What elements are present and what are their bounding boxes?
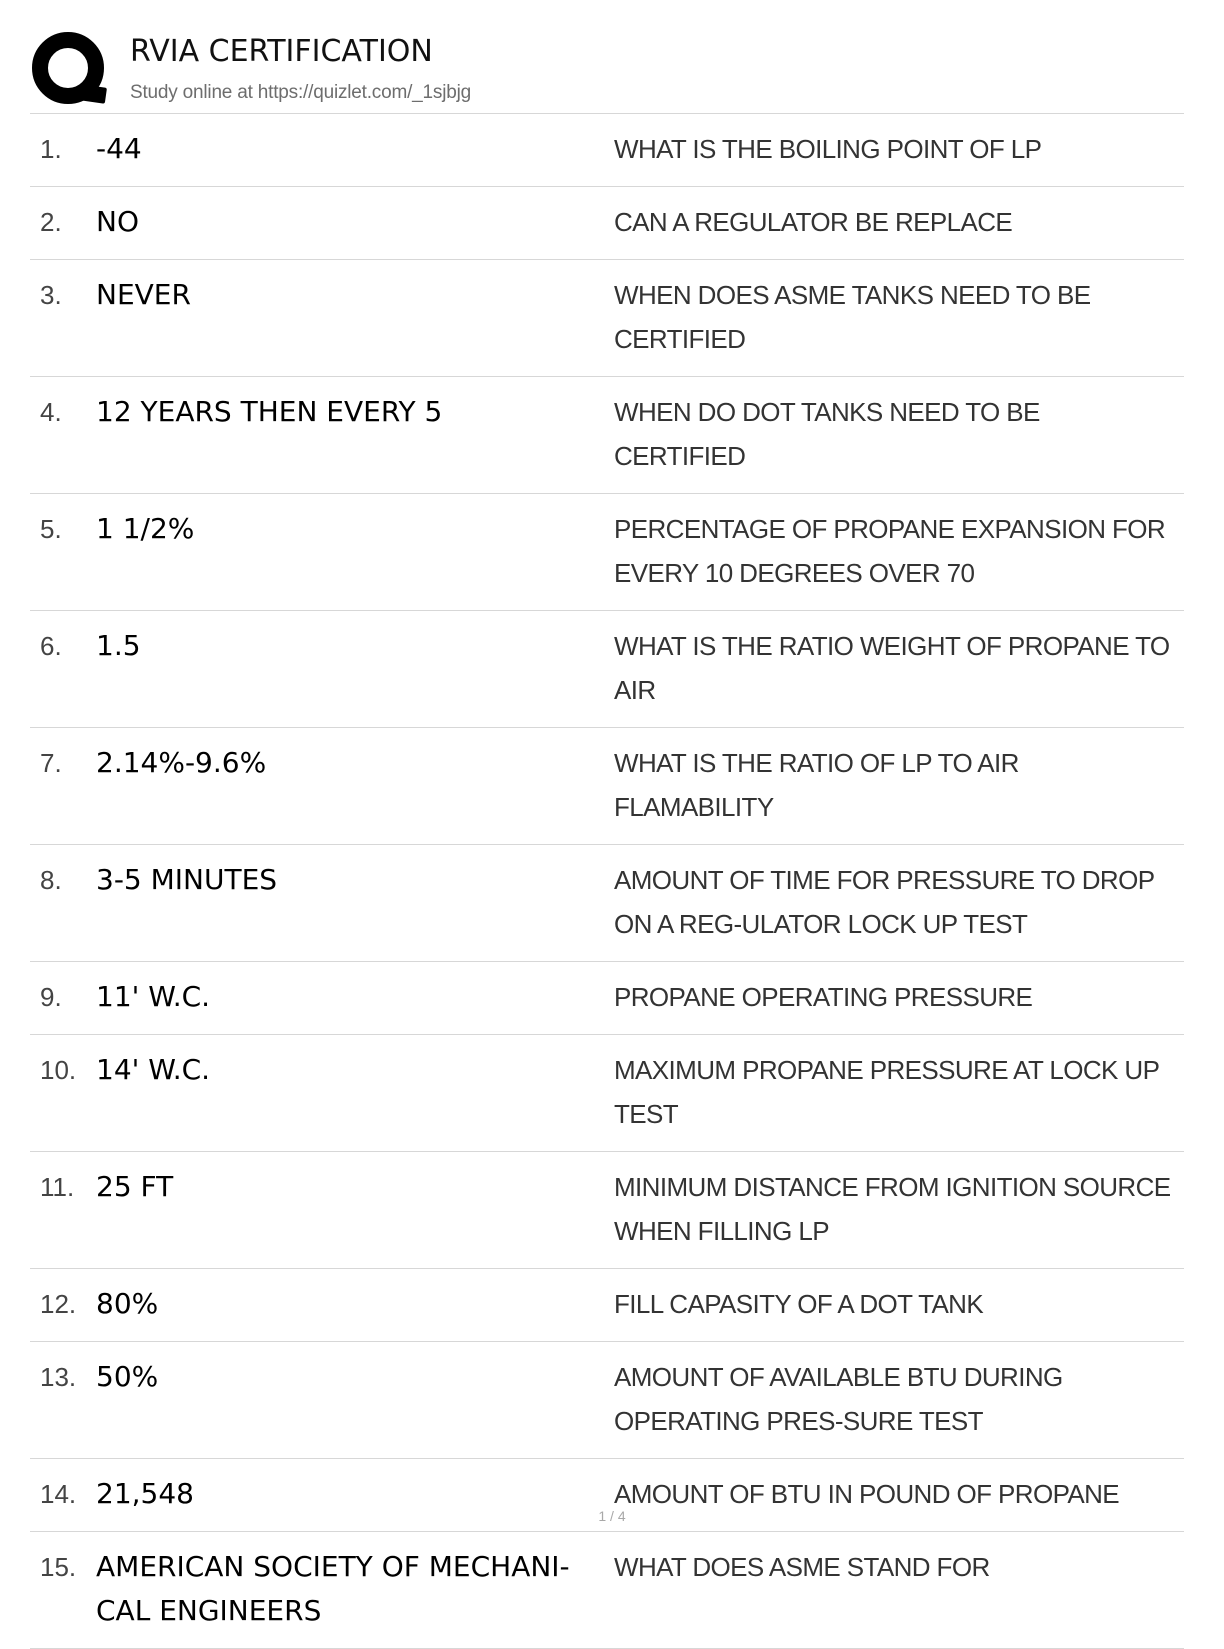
flashcard-row: [30, 1152, 1184, 1269]
card-definition: AMOUNT OF TIME FOR PRESSURE TO DROP ON A REG-ULATOR LOCK UP TEST: [614, 865, 1155, 939]
quizlet-logo-icon: [30, 30, 110, 110]
card-definition: MAXIMUM PROPANE PRESSURE AT LOCK UP TEST: [614, 1055, 1159, 1129]
card-term: NO: [96, 205, 139, 238]
card-number: 5.: [40, 514, 62, 544]
card-term: 3-5 MINUTES: [96, 863, 278, 896]
card-term: 14' W.C.: [96, 1053, 211, 1086]
card-number: 13.: [40, 1362, 77, 1392]
card-term: 50%: [96, 1360, 159, 1393]
flashcard-row: [30, 845, 1184, 962]
card-number: 6.: [40, 631, 62, 661]
card-term: 12 YEARS THEN EVERY 5: [96, 395, 443, 428]
flashcard-row: [30, 114, 1184, 187]
card-definition: WHAT IS THE RATIO OF LP TO AIR FLAMABILITY: [614, 748, 1019, 822]
card-number: 9.: [40, 982, 62, 1012]
page-number: 1 / 4: [598, 1508, 626, 1524]
card-number: 12.: [40, 1289, 77, 1319]
card-term: -44: [96, 132, 142, 165]
card-number: 8.: [40, 865, 62, 895]
flashcard-row: [30, 260, 1184, 377]
flashcard-row: [30, 728, 1184, 845]
card-term: 1.5: [96, 629, 141, 662]
card-definition: CAN A REGULATOR BE REPLACE: [614, 207, 1013, 237]
flashcard-row: [30, 494, 1184, 611]
flashcard-row: [30, 1035, 1184, 1152]
card-number: 1.: [40, 134, 62, 164]
flashcard-row: [30, 962, 1184, 1035]
card-number: 7.: [40, 748, 62, 778]
card-definition: WHEN DO DOT TANKS NEED TO BE CERTIFIED: [614, 397, 1040, 471]
card-term: 1 1/2%: [96, 512, 195, 545]
flashcard-row: [30, 1269, 1184, 1342]
card-definition: PERCENTAGE OF PROPANE EXPANSION FOR EVERY 10 DEGREES OVER 70: [614, 514, 1166, 588]
card-term: 11' W.C.: [96, 980, 211, 1013]
card-number: 2.: [40, 207, 62, 237]
card-number: 10.: [40, 1055, 77, 1085]
card-term: 80%: [96, 1287, 159, 1320]
flashcard-row: [30, 611, 1184, 728]
card-term: AMERICAN SOCIETY OF MECHANI-CAL ENGINEERS: [96, 1550, 570, 1627]
card-term: NEVER: [96, 278, 191, 311]
card-term: 21,548: [96, 1477, 194, 1510]
card-definition: WHAT DOES ASME STAND FOR: [614, 1552, 990, 1582]
flashcard-row: [30, 1342, 1184, 1459]
flashcard-row: [30, 1532, 1184, 1649]
card-definition: FILL CAPASITY OF A DOT TANK: [614, 1289, 984, 1319]
flashcard-row: [30, 377, 1184, 494]
card-definition: MINIMUM DISTANCE FROM IGNITION SOURCE WHEN FILLING LP: [614, 1172, 1171, 1246]
card-definition: WHAT IS THE RATIO WEIGHT OF PROPANE TO AIR: [614, 631, 1170, 705]
card-definition: PROPANE OPERATING PRESSURE: [614, 982, 1033, 1012]
card-definition: AMOUNT OF AVAILABLE BTU DURING OPERATING PRES-SURE TEST: [614, 1362, 1063, 1436]
card-number: 15.: [40, 1552, 77, 1582]
card-term: 2.14%-9.6%: [96, 746, 267, 779]
study-online-link[interactable]: Study online at https://quizlet.com/_1sjbjg: [130, 82, 471, 103]
card-number: 4.: [40, 397, 62, 427]
flashcard-list: [30, 113, 1184, 1649]
card-definition: WHAT IS THE BOILING POINT OF LP: [614, 134, 1042, 164]
page-title: RVIA CERTIFICATION: [130, 34, 433, 69]
card-term: 25 FT: [96, 1170, 174, 1203]
page-header: [30, 28, 1184, 114]
card-number: 14.: [40, 1479, 77, 1509]
card-definition: AMOUNT OF BTU IN POUND OF PROPANE: [614, 1479, 1120, 1509]
flashcard-row: [30, 187, 1184, 260]
card-number: 11.: [40, 1172, 75, 1202]
card-definition: WHEN DOES ASME TANKS NEED TO BE CERTIFIED: [614, 280, 1091, 354]
card-number: 3.: [40, 280, 62, 310]
